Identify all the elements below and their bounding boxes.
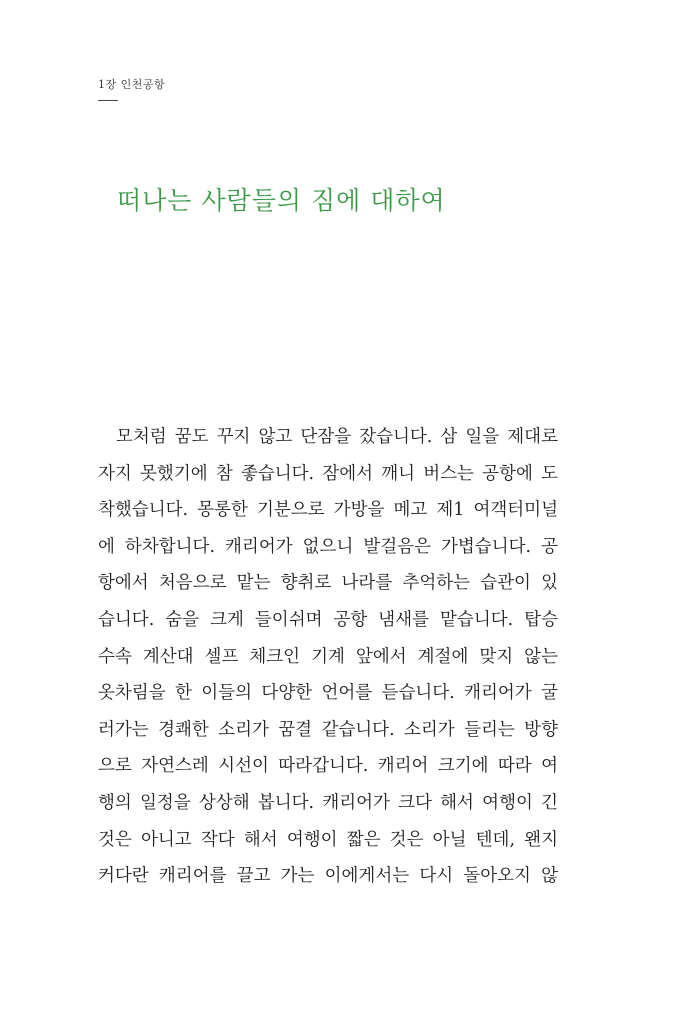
body-line: 수속 계산대 셀프 체크인 기계 앞에서 계절에 맞지 않는	[98, 646, 558, 667]
body-line: 옷차림을 한 이들의 다양한 언어를 듣습니다. 캐리어가 굴	[98, 683, 558, 704]
body-line: 착했습니다. 몽롱한 기분으로 가방을 메고 제1 여객터미널	[98, 500, 558, 521]
body-line: 것은 아니고 작다 해서 여행이 짧은 것은 아닐 텐데, 왠지	[98, 829, 558, 850]
body-line: 모처럼 꿈도 꾸지 않고 단잠을 잤습니다. 삼 일을 제대로	[116, 427, 558, 447]
body-line: 커다란 캐리어를 끌고 가는 이에게서는 다시 돌아오지 않	[98, 866, 558, 887]
body-paragraph	[98, 419, 558, 895]
body-line: 자지 못했기에 참 좋습니다. 잠에서 깨니 버스는 공항에 도	[98, 463, 558, 484]
body-line: 행의 일정을 상상해 봅니다. 캐리어가 크다 해서 여행이 긴	[98, 792, 558, 813]
chapter-divider	[98, 100, 118, 101]
body-line: 습니다. 숨을 크게 들이쉬며 공항 냄새를 맡습니다. 탑승	[98, 609, 558, 630]
body-line: 으로 자연스레 시선이 따라갑니다. 캐리어 크기에 따라 여	[98, 756, 558, 777]
body-line: 에 하차합니다. 캐리어가 없으니 발걸음은 가볍습니다. 공	[98, 536, 558, 557]
section-title: 떠나는 사람들의 짐에 대하여	[117, 186, 446, 215]
body-line: 항에서 처음으로 맡는 향취로 나라를 추억하는 습관이 있	[98, 573, 558, 594]
chapter-header: 1장 인천공항	[98, 78, 166, 91]
body-line: 러가는 경쾌한 소리가 꿈결 같습니다. 소리가 들리는 방향	[98, 719, 558, 740]
